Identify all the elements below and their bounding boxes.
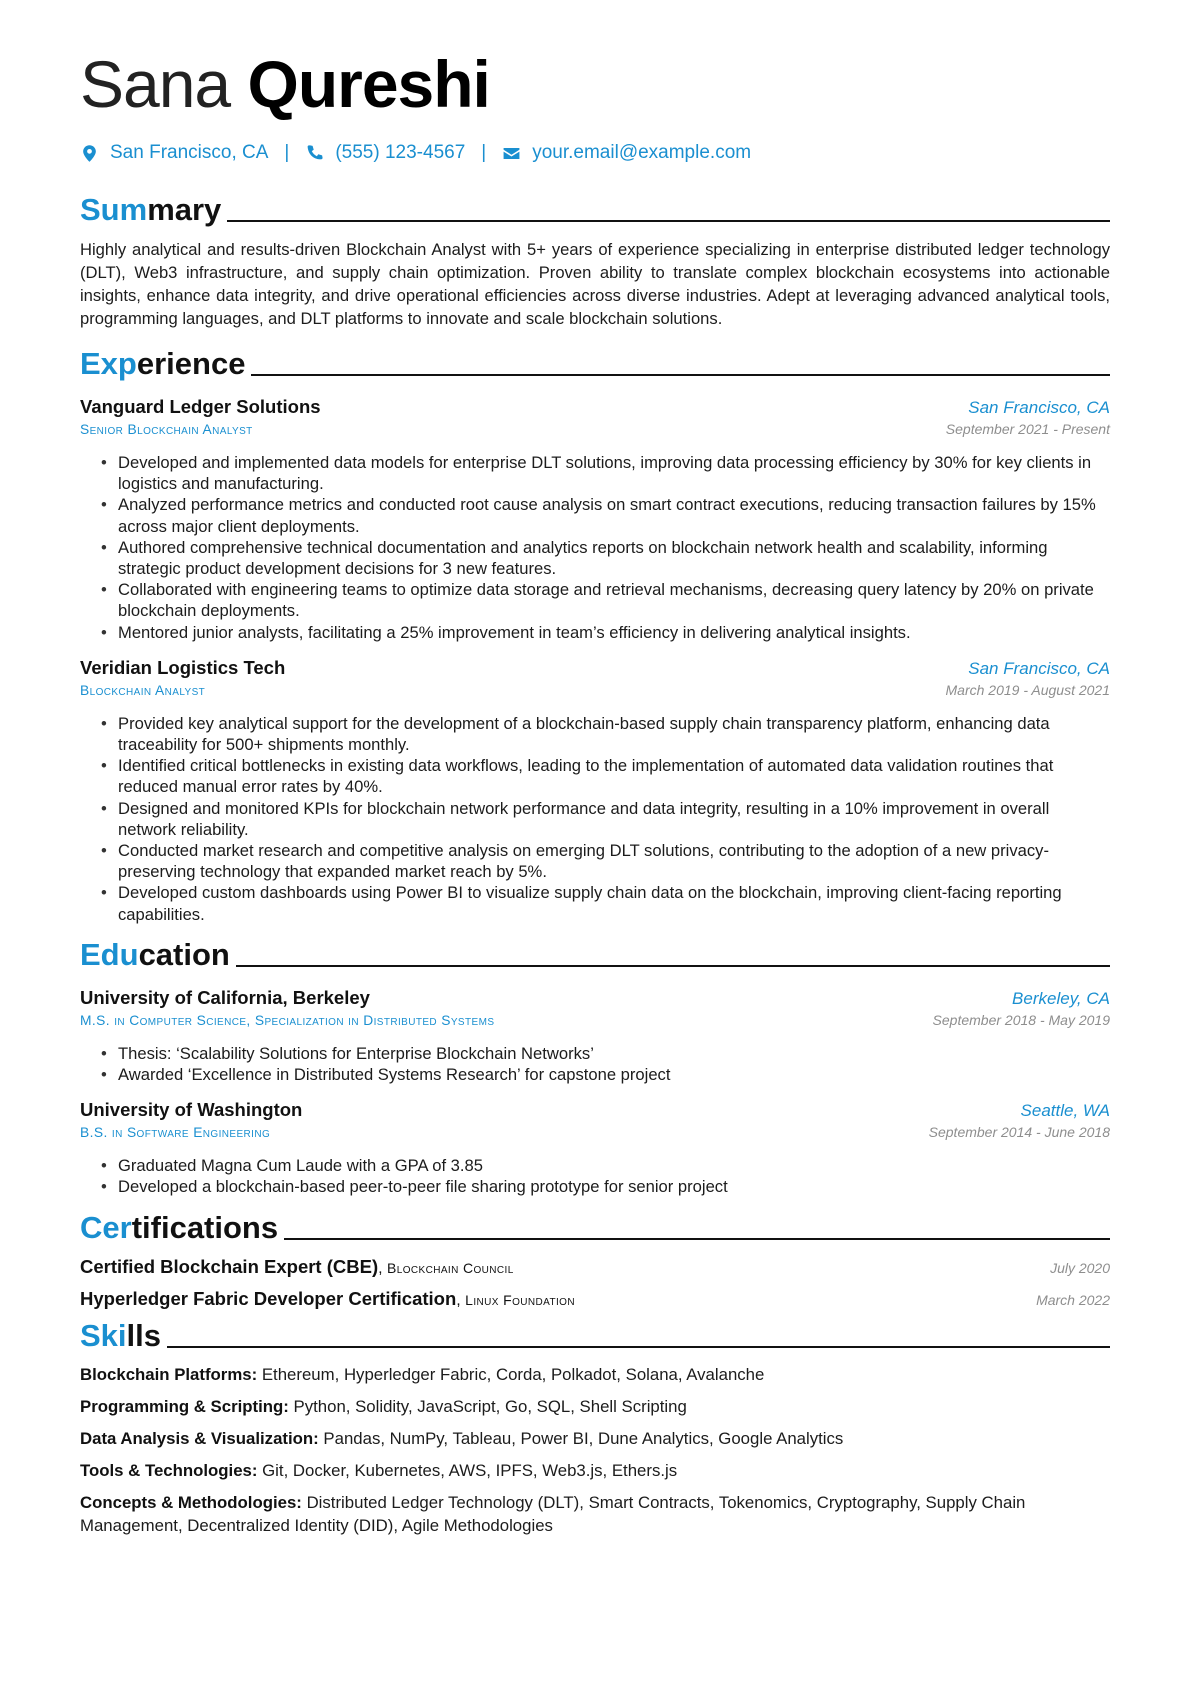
bullet-item: • Designed and monitored KPIs for blockchain network performance and data integrity, resulting in a 10% improvement in overall network reliability. [118, 798, 1110, 840]
education-bullets [80, 1155, 1110, 1197]
school-location: Berkeley, CA [1012, 988, 1110, 1008]
school-name: University of Washington [80, 1099, 303, 1121]
skill-line [80, 1427, 1110, 1450]
company-name: Veridian Logistics Tech [80, 656, 286, 678]
skill-values: Pandas, NumPy, Tableau, Power BI, Dune Analytics, Google Analytics [323, 1428, 844, 1448]
contact-phone [305, 142, 465, 164]
certification-date: March 2022 [1036, 1291, 1110, 1308]
job-dates: March 2019 - August 2021 [945, 681, 1110, 698]
certification-date: July 2020 [1050, 1259, 1110, 1276]
first-name: Sana [80, 47, 231, 121]
phone-icon [305, 144, 324, 163]
skill-values: Distributed Ledger Technology (DLT), Smart Contracts, Tokenomics, Cryptography, Supply Chain Management, Decentralized Identity (DID), Agile Methodologies [80, 1492, 1026, 1535]
last-name: Qureshi [247, 47, 490, 121]
section-title: Skills [80, 1317, 161, 1353]
bullet-item: • Developed custom dashboards using Power BI to visualize supply chain data on the blockchain, improving client-facing reporting capabilities. [118, 882, 1110, 924]
skill-line [80, 1363, 1110, 1386]
education-bullets [80, 1043, 1110, 1085]
contact-separator: | [481, 142, 487, 163]
certification-issuer: Blockchain Council [387, 1259, 514, 1276]
bullet-item: • Identified critical bottlenecks in existing data workflows, leading to the implementation of automated data validation routines that reduced manual error rates by 40%. [118, 755, 1110, 797]
bullet-item: • Mentored junior analysts, facilitating a 25% improvement in team’s efficiency in delivering analytical insights. [118, 622, 1110, 643]
education-section-header [80, 933, 1110, 973]
location-text: San Francisco, CA [110, 142, 269, 163]
skill-category: Data Analysis & Visualization: [80, 1428, 319, 1448]
experience-entry [80, 655, 1110, 925]
skill-values: Python, Solidity, JavaScript, Go, SQL, Shell Scripting [293, 1396, 687, 1416]
phone-text: (555) 123-4567 [335, 142, 466, 163]
email-link[interactable]: your.email@example.com [532, 142, 752, 163]
certification-name: Certified Blockchain Expert (CBE) [80, 1255, 379, 1277]
certifications-section-header [80, 1206, 1110, 1246]
envelope-icon [502, 144, 521, 163]
school-name: University of California, Berkeley [80, 986, 370, 1008]
school-dates: September 2014 - June 2018 [928, 1124, 1110, 1141]
section-title: Summary [80, 192, 222, 227]
degree: B.S. in Software Engineering [80, 1125, 271, 1141]
candidate-name [80, 46, 1110, 122]
bullet-item: • Analyzed performance metrics and conducted root cause analysis on smart contract executions, reducing transaction failures by 15% across major client deployments. [118, 494, 1110, 536]
section-divider [251, 374, 1110, 376]
skill-category: Concepts & Methodologies: [80, 1492, 302, 1512]
bullet-item: • Collaborated with engineering teams to optimize data storage and retrieval mechanisms, decreasing query latency by 20% on private blockchain deployments. [118, 579, 1110, 621]
certification-item: Hyperledger Fabric Developer Certification, Linux Foundation March 2022 [80, 1287, 1110, 1309]
company-name: Vanguard Ledger Solutions [80, 396, 321, 417]
skill-line [80, 1459, 1110, 1482]
contact-location [80, 142, 268, 164]
bullet-item: • Authored comprehensive technical documentation and analytics reports on blockchain network health and scalability, informing strategic product development decisions for 3 new features. [118, 537, 1110, 579]
school-dates: September 2018 - May 2019 [932, 1011, 1110, 1028]
summary-text: Highly analytical and results-driven Blockchain Analyst with 5+ years of experience specializing in enterprise distributed ledger technology (DLT), Web3 infrastructure, and supply chain optimization. Proven ability to translate complex blockchain ecosystems into actionable insights, enhance data integrity, and drive operational efficiencies across diverse industries. Adept at leveraging advanced analytical tools, programming languages, and DLT platforms to innovate and scale blockchain solutions. [80, 240, 1110, 328]
degree: M.S. in Computer Science, Specialization in Distributed Systems [80, 1012, 495, 1028]
school-location: Seattle, WA [1020, 1101, 1110, 1121]
bullet-item: • Thesis: ‘Scalability Solutions for Enterprise Blockchain Networks’ [118, 1043, 1110, 1064]
contact-separator: | [284, 142, 290, 163]
skills-section-header [80, 1314, 1110, 1354]
experience-entry [80, 394, 1110, 643]
summary-section-header [80, 188, 1110, 228]
job-title: Blockchain Analyst [80, 682, 206, 698]
section-title: Education [80, 936, 230, 972]
bullet-item: • Conducted market research and competitive analysis on emerging DLT solutions, contributing to the adoption of a new privacy-preserving technology that expanded market reach by 5%. [118, 840, 1110, 882]
skill-line [80, 1491, 1110, 1537]
skill-category: Programming & Scripting: [80, 1396, 289, 1416]
bullet-item: • Graduated Magna Cum Laude with a GPA of 3.85 [118, 1155, 1110, 1176]
bullet-item: • Developed a blockchain-based peer-to-peer file sharing prototype for senior project [118, 1176, 1110, 1197]
job-location: San Francisco, CA [968, 658, 1110, 678]
job-bullets [80, 452, 1110, 643]
bullet-item: • Awarded ‘Excellence in Distributed Systems Research’ for capstone project [118, 1064, 1110, 1085]
job-dates: September 2021 - Present [945, 421, 1110, 437]
certification-item: Certified Blockchain Expert (CBE), Blockchain Council July 2020 [80, 1255, 1110, 1277]
contact-email[interactable] [502, 142, 751, 164]
skill-values: Git, Docker, Kubernetes, AWS, IPFS, Web3.js, Ethers.js [262, 1460, 678, 1480]
section-divider [227, 220, 1110, 222]
section-divider [167, 1346, 1110, 1348]
bullet-item: • Developed and implemented data models for enterprise DLT solutions, improving data processing efficiency by 30% for key clients in logistics and manufacturing. [118, 452, 1110, 494]
map-pin-icon [80, 144, 99, 163]
job-title: Senior Blockchain Analyst [80, 422, 253, 437]
skill-category: Blockchain Platforms: [80, 1364, 258, 1384]
skill-values: Ethereum, Hyperledger Fabric, Corda, Polkadot, Solana, Avalanche [261, 1364, 765, 1384]
job-location: San Francisco, CA [968, 398, 1110, 417]
education-entry [80, 1097, 1110, 1197]
skill-category: Tools & Technologies: [80, 1460, 258, 1480]
section-title: Certifications [80, 1209, 279, 1245]
job-bullets [80, 713, 1110, 925]
section-divider [236, 965, 1110, 967]
certification-issuer: Linux Foundation [465, 1291, 575, 1308]
bullet-item: • Provided key analytical support for the development of a blockchain-based supply chain transparency platform, enhancing data traceability for 500+ shipments monthly. [118, 713, 1110, 755]
education-entry [80, 985, 1110, 1085]
certification-name: Hyperledger Fabric Developer Certification [80, 1287, 457, 1309]
experience-section-header [80, 342, 1110, 382]
skill-line [80, 1395, 1110, 1418]
section-title: Experience [80, 346, 246, 381]
contact-bar [80, 140, 1110, 166]
section-divider [284, 1238, 1110, 1240]
